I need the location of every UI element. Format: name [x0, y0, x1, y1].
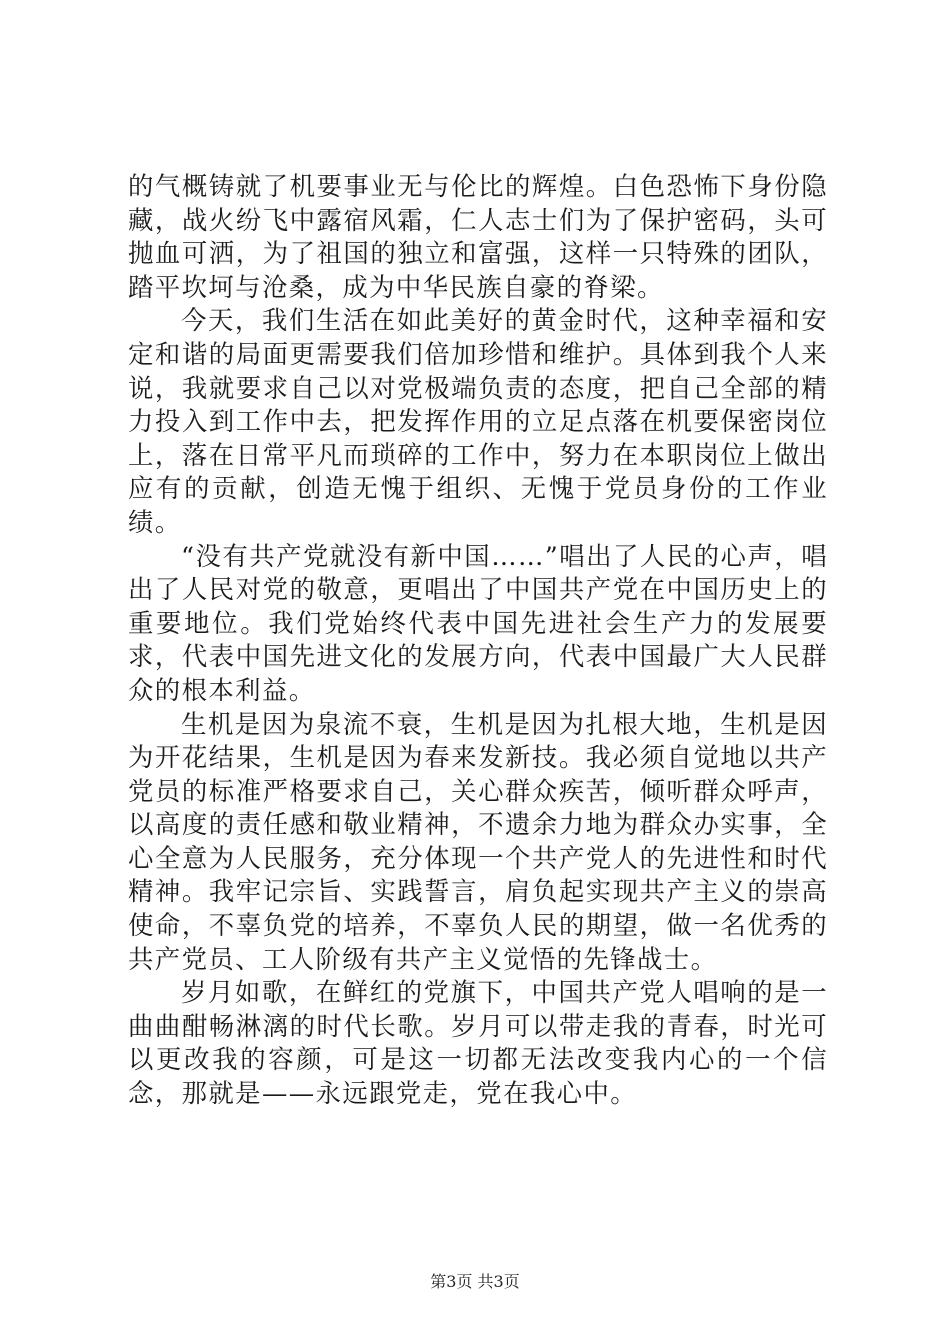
paragraph-continuation: 的气概铸就了机要事业无与伦比的辉煌。白色恐怖下身份隐藏，战火纷飞中露宿风霜，仁人志士们为了保护密码，头可抛血可洒，为了祖国的独立和富强，这样一只特殊的团队，踏平坎坷与沧桑，成为中华民族自豪的脊梁。 [128, 171, 828, 302]
paragraph-new-china: “没有共产党就没有新中国……”唱出了人民的心声，唱出了人民对党的敬意，更唱出了中国共产党在中国历史上的重要地位。我们党始终代表中国先进社会生产力的发展要求，代表中国先进文化的发展方向，代表中国最广大人民群众的根本利益。 [128, 540, 828, 705]
paragraph-years-like-song: 岁月如歌，在鲜红的党旗下，中国共产党人唱响的是一曲曲酣畅淋漓的时代长歌。岁月可以带走我的青春，时光可以更改我的容颜，可是这一切都无法改变我内心的一个信念，那就是——永远跟党走，党在我心中。 [128, 977, 828, 1109]
page-body [128, 170, 828, 1111]
paragraph-today: 今天，我们生活在如此美好的黄金时代，这种幸福和安定和谐的局面更需要我们倍加珍惜和维护。具体到我个人来说，我就要求自己以对党极端负责的态度，把自己全部的精力投入到工作中去，把发挥作用的立足点落在机要保密岗位上，落在日常平凡而琐碎的工作中，努力在本职岗位上做出应有的贡献，创造无愧于组织、无愧于党员身份的工作业绩。 [128, 305, 828, 537]
page-number-footer: 第3页 共3页 [430, 1272, 520, 1291]
paragraph-vitality: 生机是因为泉流不衰，生机是因为扎根大地，生机是因为开花结果，生机是因为春来发新技。我必须自觉地以共产党员的标准严格要求自己，关心群众疾苦，倾听群众呼声，以高度的责任感和敬业精神，不遗余力地为群众办实事，全心全意为人民服务，充分体现一个共产党人的先进性和时代精神。我牢记宗旨、实践誓言，肩负起实现共产主义的崇高使命，不辜负党的培养，不辜负人民的期望，做一名优秀的共产党员、工人阶级有共产主义觉悟的先锋战士。 [128, 708, 828, 974]
